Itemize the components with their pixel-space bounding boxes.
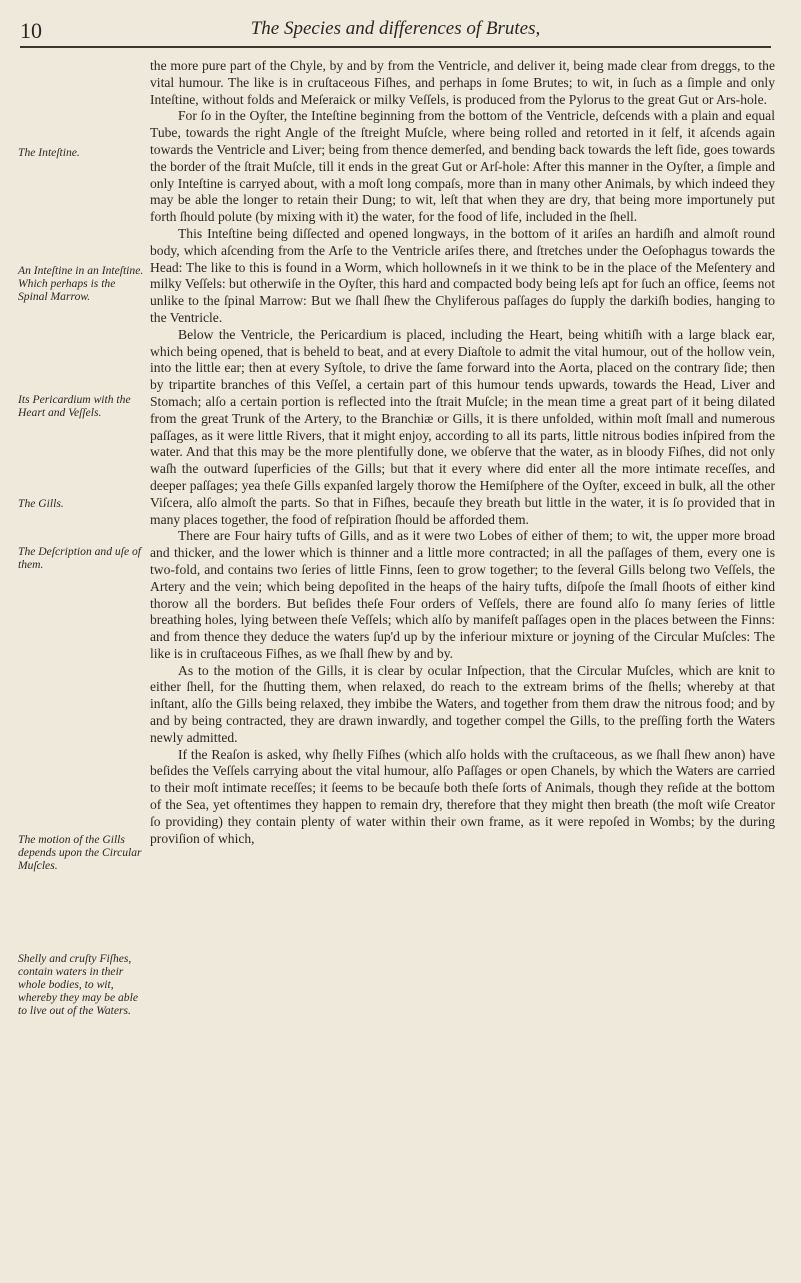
paragraph-2: For ſo in the Oyſter, the Inteſtine beginning from the bottom of the Ventricle, deſcends with a plain and equal Tube, towards the right Angle of the ſtreight Muſcle, where being rolled and retorted in it ſelf, it aſcends again towards the Ventricle and Liver; being from thence demerſed, and bending back towards the left ſide, goes towards the border of the ſtrait Muſcle, till it ends in the great Gut or Arſ-hole: After this manner in the Oyſter, a ſimple and only Inteſtine is carryed about, with a moſt long compaſs, more than in many other Animals, by which indeed they may be able the longer to retain their Dung; to wit, leſt that when they are dry, that being more importunely put forth ſhould polute (by mixing with it) the water, for the food of life, included in the ſhell.	[150, 108, 775, 225]
margin-note-motion: The motion of the Gills depends upon the Circular Muſcles.	[18, 833, 142, 872]
body-text	[150, 58, 775, 847]
paragraph-3: This Inteſtine being diſſected and opened longways, in the bottom of it ariſes an hardiſh and almoſt round body, which aſcending from the Arſe to the Ventricle ariſes there, and ſtretches under the Oeſophagus towards the Head: The like to this is found in a Worm, which hollowneſs in it we think to be in the place of the Meſentery and milky Veſſels: but otherwiſe in the Oyſter, this hard and compacted body being leſs apt for ſuch an office, ſeems not unlike to the ſpinal Marrow: But we ſhall ſhew the Chyliferous paſſages do ſupply the darkiſh bodies, hanging to the Ventricle.	[150, 225, 775, 325]
paragraph-5: There are Four hairy tufts of Gills, and as it were two Lobes of either of them; to wit, the upper more broad and thicker, and the lower which is thinner and a little more contracted; in all the paſſages of them, every one is two-fold, and contains two ſeries of little Finns, ſeen to grow together; to the ſeveral Gills belong two Veſſels, the Artery and the vein; which being depoſited in the heaps of the hairy tufts, diſpoſe the ſmall ſhoots of either kind thorow all the borders. But beſides theſe Four orders of Veſſels, there are found alſo ſo many ſeries of little breathing holes, lying between theſe Veſſels; which alſo by manifeſt paſſages open in the places between the Finns: and from thence they deduce the waters ſup'd up by the inferiour mixture or joyning of the Circular Muſcles: The like is in cruſtaceous Fiſhes, as we ſhall ſhew by and by.	[150, 528, 775, 661]
page-header	[20, 16, 771, 48]
margin-note-pericardium: Its Pericardium with the Heart and Veſſels.	[18, 393, 131, 419]
margin-note-intestine-in-intestine: An Inteſtine in an Inteſtine. Which perhaps is the Spinal Marrow.	[18, 264, 144, 303]
paragraph-4: Below the Ventricle, the Pericardium is placed, including the Heart, being whitiſh with a large black ear, which being opened, that is beheld to beat, and at every Diaſtole to admit the vital humour, out of the hollow vein, into the little ear; then at every Syſtole, to drive the ſame forward into the Aorta, placed on the contrary ſide; then by tripartite branches of this Veſſel, a certain part of this humour tends upwards, towards the Head, Liver and Stomach; alſo a certain portion is reflected into the ſtrait Muſcle; in the mean time a great part of it being dilated from the great Trunk of the Artery, to the Branchiæ or Gills, it is there unfolded, within moſt ſmall and numerous paſſages, as it were little Rivers, that it might enjoy, according to all its parts, little nitrous bodies inſpired from the water. And that this may be the more plentifully done, we obſerve that the water, as in bloody Fiſhes, did not only waſh the outward ſuperficies of the Gills; but that it every where did enter all the more intimate receſſes, and deeper paſſages; yea theſe Gills expanſed largely thorow the Hemiſphere of the Oyſter, exceed in bulk, all the other Viſcera, alſo almoſt the parts. So that in Fiſhes, becauſe they breath but little in the water, it is ſo provided that in many places together, the food of reſpiration ſhould be afforded them.	[150, 326, 775, 527]
margin-note-shelly-fishes: Shelly and cruſty Fiſhes, contain waters in their whole bodies, to wit, whereby they may be able to live out of the Waters.	[18, 952, 138, 1017]
paragraph-7: If the Reaſon is asked, why ſhelly Fiſhes (which alſo holds with the cruſtaceous, as we ſhall ſhew anon) have beſides the Veſſels carrying about the vital humour, alſo Paſſages or open Chanels, by which the Waters are carried to their moſt intimate receſſes; it ſeems to be becauſe both theſe ſorts of Animals, though they reſide at the bottom of the Sea, yet oftentimes they happen to remain dry, therefore that they might then breath (the moſt wiſe Creator ſo providing) they contain plenty of water within their own frame, as it were repoſed in Wombs; by the during proviſion of which,	[150, 746, 775, 846]
running-title: The Species and differences of Brutes,	[250, 18, 541, 39]
page-number: 10	[20, 18, 42, 43]
margin-note-description: The Deſcription and uſe of them.	[18, 545, 142, 571]
margin-note-intestine: The Inteſtine.	[18, 146, 80, 159]
paragraph-1: the more pure part of the Chyle, by and by from the Ventricle, and deliver it, being made clear from dreggs, to the vital humour. The like is in cruſtaceous Fiſhes, and perhaps in ſome Brutes; to wit, in ſuch as a ſimple and only Inteſtine, without folds and Meſeraick or milky Veſſels, is produced from the Pylorus to the great Gut or Ars-hole.	[150, 58, 775, 107]
margin-note-gills: The Gills.	[18, 497, 64, 510]
paragraph-6: As to the motion of the Gills, it is clear by ocular Inſpection, that the Circular Muſcles, which are knit to either ſhell, for the ſhutting them, when relaxed, do reach to the extream brims of the ſhells; whereby at that inſtant, alſo the Gills being relaxed, they imbibe the Waters, and together from them draw the nitrous food; and by and by being contracted, they are drawn inwardly, and together compel the Gills, to the preſſing forth the Waters newly admitted.	[150, 662, 775, 745]
